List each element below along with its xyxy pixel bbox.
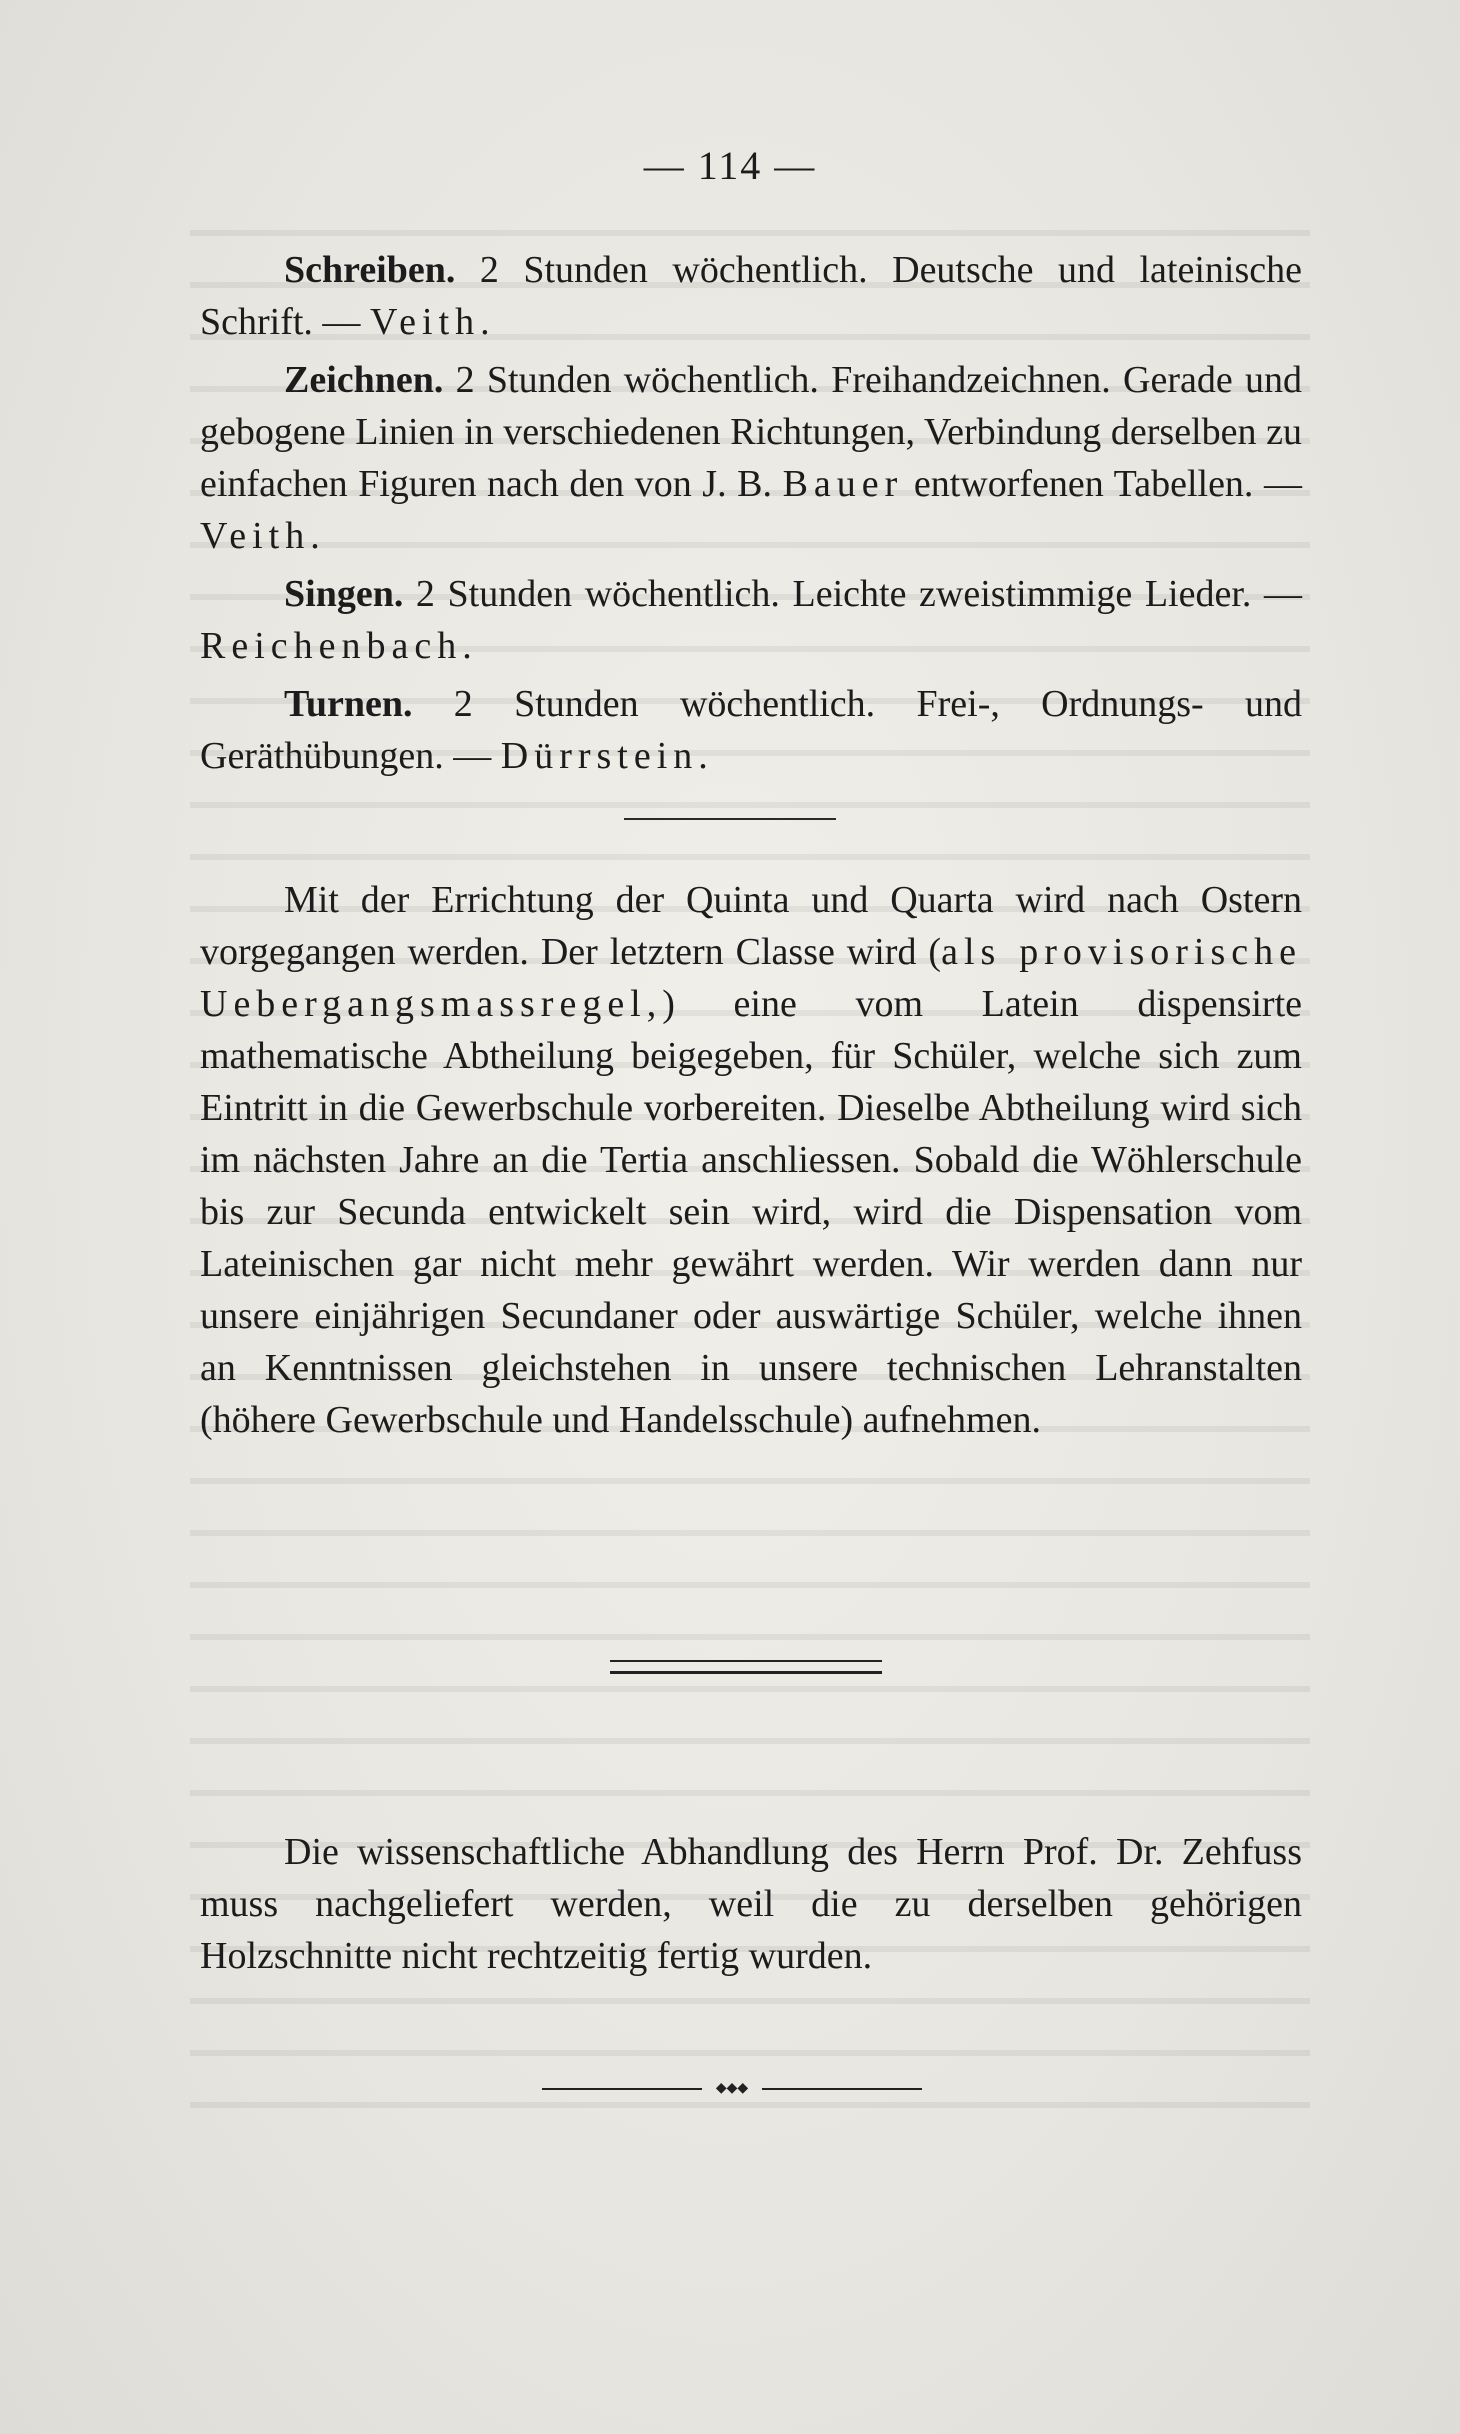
teacher-name: Dürrstein.	[500, 735, 714, 777]
ornament-line-left	[542, 2088, 702, 2090]
closing-ornament	[542, 2080, 922, 2098]
announcement-paragraph: Mit der Errichtung der Quinta und Quarta wird nach Ostern vorgegangen werden. Der letztern Classe wird (als provisorische Uebergangsmassregel,) eine vom Latein dispensirte mathematische Abtheilung beigegeben, für Schüler, welche sich zum Eintritt in die Gewerbschule vorbereiten. Dieselbe Abtheilung wird sich im nächsten Jahre an die Tertia anschliessen. Sobald die Wöhlerschule bis zur Secunda entwickelt sein wird, wird die Dispensation vom Lateinischen gar nicht mehr gewährt werden. Wir werden dann nur unsere einjährigen Secundaner oder auswärtige Schüler, welche ihnen an Kenntnissen gleichstehen in unsere technischen Lehranstalten (höhere Gewerbschule und Handelsschule) aufnehmen.	[200, 879, 1302, 1441]
schedule-section	[200, 244, 1302, 788]
ornament-diamond-icon: ◆◆◆	[715, 2081, 749, 2096]
teacher-name: Reichenbach.	[200, 625, 478, 667]
separator-rule	[624, 818, 836, 820]
note-paragraph: Die wissenschaftliche Abhandlung des Herrn Prof. Dr. Zehfuss muss nachgeliefert werden, weil die zu derselben gehörigen Holzschnitte nicht rechtzeitig fertig wurden.	[200, 1831, 1302, 1977]
author-name: Bauer	[782, 463, 904, 505]
announcement-section	[200, 874, 1302, 1446]
schedule-entry-schreiben	[200, 244, 1302, 348]
teacher-name: Veith.	[369, 301, 496, 343]
subject-description-continued: entworfenen Tabellen. —	[903, 463, 1302, 505]
schedule-entry-turnen	[200, 678, 1302, 782]
double-separator-rule	[610, 1660, 882, 1674]
subject-description: 2 Stunden wöchentlich. Deutsche und lateinische Schrift. —	[200, 249, 1302, 343]
note-section	[200, 1826, 1302, 1982]
page-number: — 114 —	[643, 143, 817, 188]
subject-heading: Turnen.	[284, 683, 413, 725]
teacher-name: Veith.	[200, 515, 326, 557]
schedule-entry-zeichnen	[200, 354, 1302, 562]
subject-heading: Singen.	[284, 573, 404, 615]
ornament-line-right	[762, 2088, 922, 2090]
subject-description: 2 Stunden wöchentlich. Freihandzeichnen. Gerade und gebogene Linien in verschiedenen Richtungen, Verbindung derselben zu einfachen Figuren nach den von J. B.	[200, 359, 1302, 505]
emphasized-phrase: als provisorische Uebergangsmassregel,	[200, 931, 1302, 1025]
subject-heading: Schreiben.	[284, 249, 456, 291]
subject-heading: Zeichnen.	[284, 359, 444, 401]
subject-description: 2 Stunden wöchentlich. Frei-, Ordnungs- und Geräthübungen. —	[200, 683, 1302, 777]
schedule-entry-singen	[200, 568, 1302, 672]
subject-description: 2 Stunden wöchentlich. Leichte zweistimmige Lieder. —	[403, 573, 1302, 615]
